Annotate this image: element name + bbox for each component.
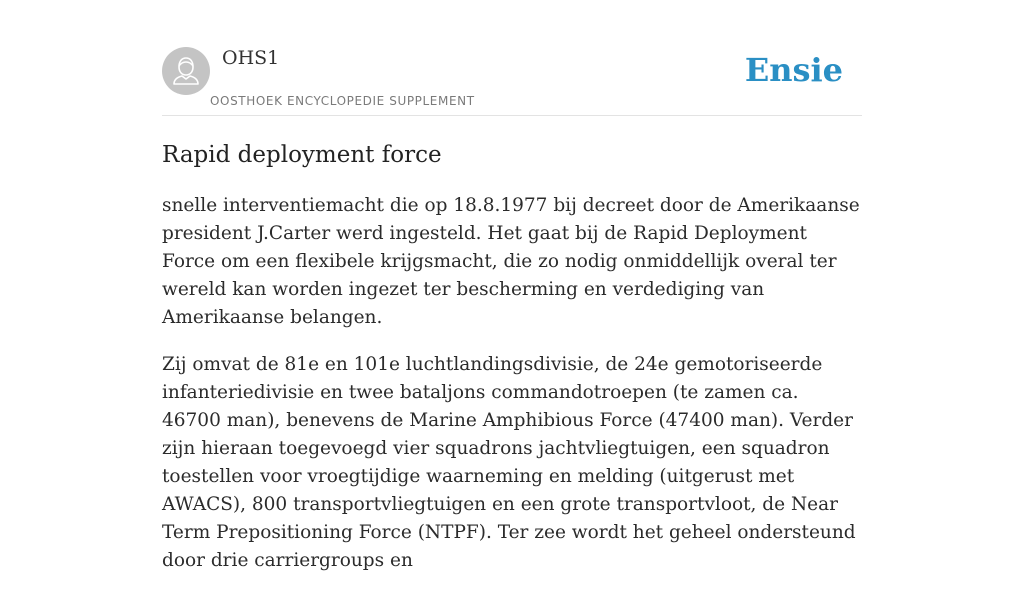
article-paragraph: snelle interventiemacht die op 18.8.1977 bij decreet door de Amerikaanse president J.Carter werd ingesteld. Het gaat bij de Rapid Deployment Force om een flexibele krijgsmacht, die zo nodig onmiddellijk overal ter wereld kan worden ingezet ter bescherming en verdediging van Amerikaanse belangen. <box>162 195 860 328</box>
site-logo[interactable]: Ensie <box>744 51 843 89</box>
article-title: Rapid deployment force <box>162 142 442 168</box>
source-label: OOSTHOEK ENCYCLOPEDIE SUPPLEMENT <box>210 94 475 108</box>
article-paragraph: Zij omvat de 81e en 101e luchtlandingsdivisie, de 24e gemotoriseerde infanteriedivisie en twee bataljons commandotroepen (te zamen ca. 46700 man), benevens de Marine Amphibious Force (47400 man). Verder zijn hieraan toegevoegd vier squadrons jachtvliegtuigen, een squadron toestellen voor vroegtijdige waarneming en melding (uitgerust met AWACS), 800 transportvliegtuigen en een grote transportvloot, de Near Term Prepositioning Force (NTPF). Ter zee wordt het geheel ondersteund door drie carriergroups en <box>162 354 856 571</box>
header <box>162 0 862 116</box>
author-name[interactable]: OHS1 <box>222 47 280 69</box>
article-body <box>162 192 862 594</box>
page <box>162 0 862 571</box>
avatar[interactable] <box>162 47 210 95</box>
user-icon <box>162 47 210 95</box>
